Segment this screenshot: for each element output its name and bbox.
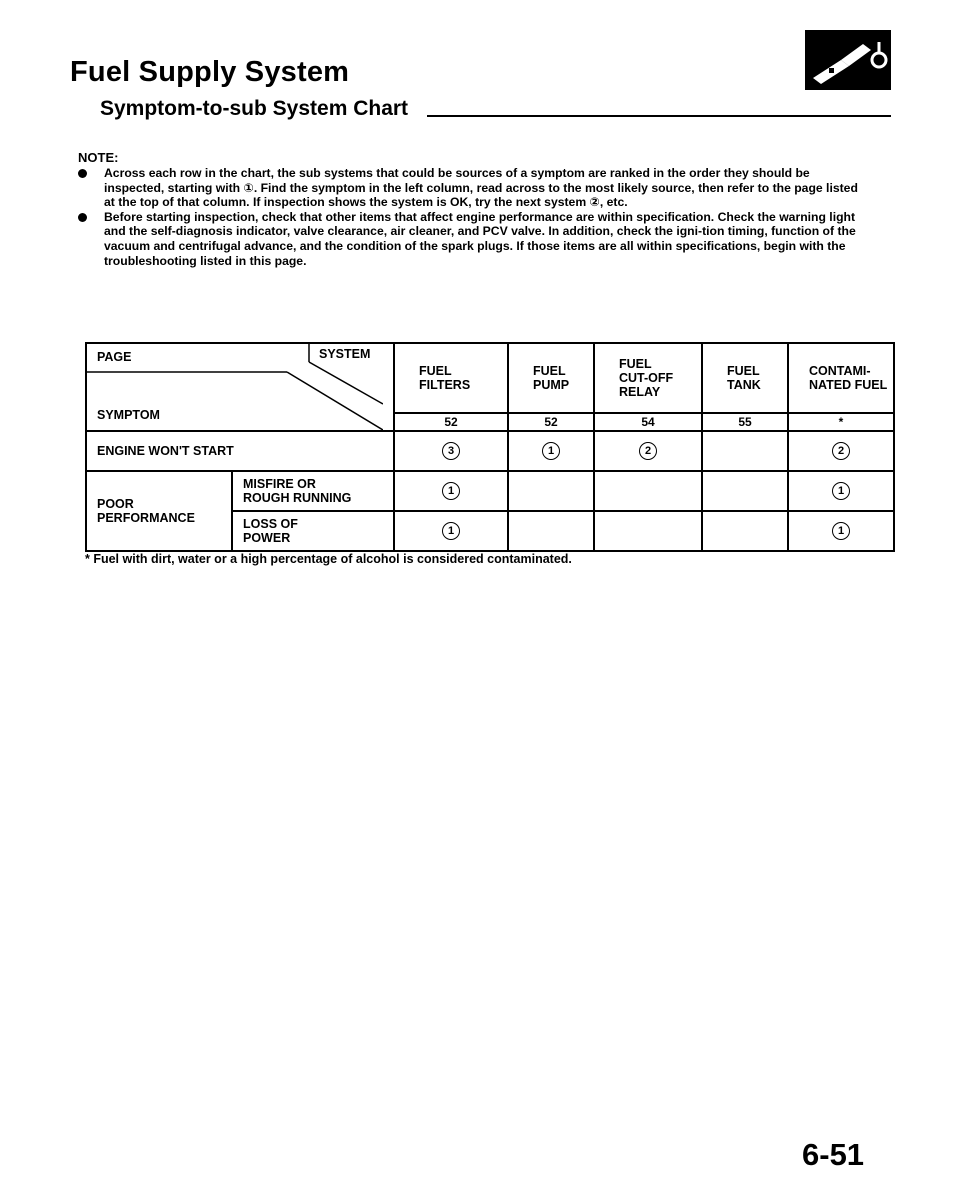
rank-badge: 2	[639, 442, 657, 460]
symptom-chart	[85, 342, 895, 552]
rank-cell	[594, 511, 702, 551]
bullet-icon	[78, 169, 87, 178]
column-page: *	[788, 413, 894, 431]
column-header: FUEL CUT-OFF RELAY	[594, 343, 702, 413]
page-title: Fuel Supply System	[70, 56, 350, 88]
corner-symptom-label: SYMPTOM	[97, 408, 160, 422]
title-rule	[427, 115, 891, 117]
column-page: 52	[508, 413, 594, 431]
rank-cell	[702, 511, 788, 551]
column-header: FUEL TANK	[702, 343, 788, 413]
rank-badge: 3	[442, 442, 460, 460]
rank-cell	[788, 511, 894, 551]
page-number: 6-51	[802, 1137, 865, 1172]
bullet-icon	[78, 213, 87, 222]
rank-cell	[594, 431, 702, 471]
rank-badge: 1	[832, 482, 850, 500]
corner-system-label: SYSTEM	[319, 347, 371, 361]
rank-badge: 1	[542, 442, 560, 460]
rank-cell	[788, 431, 894, 471]
notes-list	[60, 166, 872, 268]
symptom-label: MISFIRE OR ROUGH RUNNING	[232, 471, 394, 511]
rank-cell	[788, 471, 894, 511]
section-subtitle: Symptom-to-sub System Chart	[100, 97, 409, 120]
rank-cell	[702, 471, 788, 511]
symptom-label: ENGINE WON'T START	[86, 431, 394, 471]
rank-cell	[508, 471, 594, 511]
corner-page-label: PAGE	[97, 350, 132, 364]
column-header: FUEL PUMP	[508, 343, 594, 413]
rank-cell	[394, 431, 508, 471]
column-header: CONTAMI- NATED FUEL	[788, 343, 894, 413]
rank-badge: 1	[442, 482, 460, 500]
rank-badge: 1	[442, 522, 460, 540]
column-page: 54	[594, 413, 702, 431]
note-item: Across each row in the chart, the sub systems that could be sources of a symptom are ranked in the order they should be inspected, starting with ①. Find the symptom in the left column, read across to the most likely source, then refer to the page listed at the top of that column. If inspection shows the system is OK, try the next system ②, etc.	[60, 166, 872, 210]
rank-cell	[508, 431, 594, 471]
column-page: 55	[702, 413, 788, 431]
rank-cell	[394, 511, 508, 551]
rank-cell	[394, 471, 508, 511]
footnote: * Fuel with dirt, water or a high percentage of alcohol is considered contaminated.	[85, 552, 572, 566]
rank-badge: 2	[832, 442, 850, 460]
symptom-label: LOSS OF POWER	[232, 511, 394, 551]
column-header: FUEL FILTERS	[394, 343, 508, 413]
symptom-group-label: POOR PERFORMANCE	[86, 471, 232, 551]
corner-cell	[86, 343, 394, 431]
note-item: Before starting inspection, check that other items that affect engine performance are within specification. Check the warning light and the self-diagnosis indicator, valve clearance, air cleaner, and PCV valve. In addition, check the igni-tion timing, function of the vacuum and centrifugal advance, and the condition of the spark plugs. If those items are all within specifications, begin with the troubleshooting listed in this page.	[60, 210, 872, 268]
fuel-nozzle-icon	[805, 30, 891, 90]
rank-cell	[508, 511, 594, 551]
rank-cell	[594, 471, 702, 511]
rank-cell	[702, 431, 788, 471]
column-page: 52	[394, 413, 508, 431]
note-label: NOTE:	[78, 150, 119, 165]
rank-badge: 1	[832, 522, 850, 540]
